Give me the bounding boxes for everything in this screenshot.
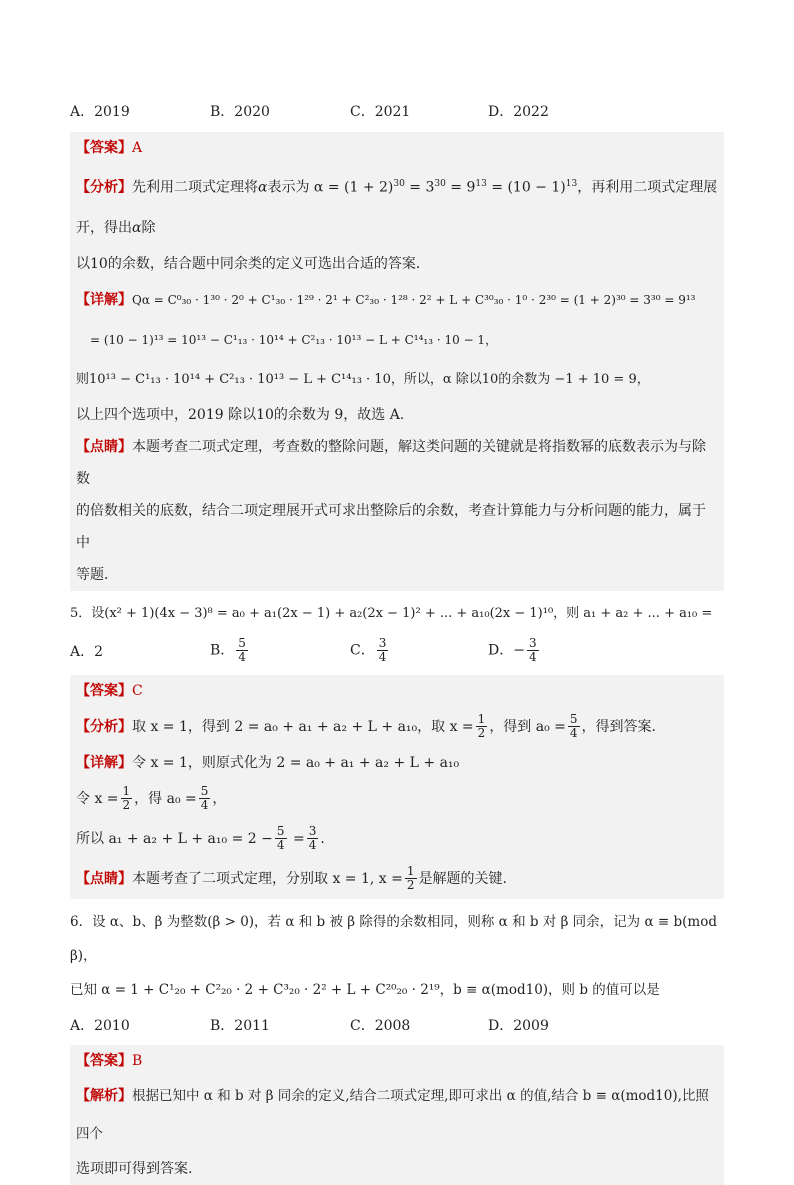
fraction	[568, 713, 580, 740]
q6-option-d: D．2009	[488, 1017, 549, 1034]
comment-tag: 【点睛】	[76, 870, 132, 887]
fraction-denominator: 2	[122, 798, 131, 813]
q5-option-b-label: B．	[210, 642, 235, 659]
fraction	[377, 637, 389, 664]
q4-options	[70, 96, 724, 126]
q5-solution	[70, 675, 724, 899]
fraction	[476, 713, 488, 740]
q6-solution	[70, 1045, 724, 1185]
fraction-denominator: 4	[276, 838, 285, 853]
q5-detail-text: ，得 a₀ =	[134, 790, 197, 807]
q4-comment-line-3: 等题．	[76, 566, 118, 583]
q6-option-b: B．2011	[210, 1017, 270, 1034]
document-page	[70, 96, 724, 1185]
fraction	[199, 785, 211, 812]
fraction-numerator: 1	[477, 712, 486, 727]
q4-option-b: B．2020	[210, 104, 270, 120]
q5-analysis-text: ，得到答案.	[581, 718, 656, 735]
detail-tag: 【详解】	[76, 754, 132, 771]
fraction-denominator: 4	[569, 726, 578, 741]
answer-tag: 【答案】	[76, 682, 132, 699]
alpha-symbol: α	[132, 219, 142, 236]
fraction-denominator: 4	[200, 798, 209, 813]
q5-detail-line-3	[76, 819, 718, 859]
q5-analysis-line	[76, 707, 718, 747]
q4-detail-line-4: 以上四个选项中，2019 除以10的余数为 9，故选 A.	[76, 406, 405, 423]
answer-tag: 【答案】	[76, 1052, 132, 1069]
fraction	[527, 637, 539, 664]
q6-analysis-line-1	[76, 1077, 718, 1153]
fraction	[121, 785, 133, 812]
q4-detail-line-2	[76, 320, 718, 360]
q5-comment-line	[76, 859, 718, 899]
q5-option-d	[488, 637, 541, 664]
q4-option-a: A．2019	[70, 104, 130, 120]
q4-solution	[70, 132, 724, 591]
q4-analysis-line-2: 以10的余数，结合题中同余类的定义可选出合适的答案．	[76, 255, 430, 272]
q6-option-c: C．2008	[350, 1017, 411, 1034]
q5-answer: C	[132, 682, 143, 699]
q4-option-c: C．2021	[350, 104, 411, 120]
fraction-denominator: 2	[406, 878, 415, 893]
fraction-denominator: 4	[528, 650, 537, 665]
q4-detail-formula: = (10 − 1)¹³ = 10¹³ − C¹₁₃ · 10¹⁴ + C²₁₃ · 10¹³ − L + C¹⁴₁₃ · 10 − 1，	[90, 332, 498, 347]
q6-stem-line-2: 已知 α = 1 + C¹₂₀ + C²₂₀ · 2 + C³₂₀ · 2² + L + C²⁰₂₀ · 2¹⁹，b ≡ α(mod10)，则 b 的值可以是	[70, 981, 660, 998]
fraction-numerator: 1	[406, 864, 415, 879]
q6-answer-line	[76, 1045, 718, 1077]
q5-option-c-label: C．	[350, 642, 375, 659]
q5-option-d-label: D．−	[488, 642, 525, 659]
fraction-denominator: 4	[378, 650, 387, 665]
q5-option-c	[350, 637, 488, 664]
q5-detail-text: ，	[212, 790, 227, 807]
fraction-numerator: 5	[276, 824, 285, 839]
q4-analysis-line-1: 【分析】先利用二项式定理将α表示为 $\alpha = (1 + 2)^{30} = 3^{30} = 9^{13} = (10 - 1)^{13}$，再利用二项式定理展开，得出α除	[76, 179, 718, 236]
answer-tag: 【答案】	[76, 140, 132, 156]
q5-option-b	[210, 637, 350, 664]
fraction-denominator: 2	[477, 726, 486, 741]
q5-comment-text: 是解题的关键.	[418, 870, 507, 887]
fraction	[275, 825, 287, 852]
fraction	[307, 825, 319, 852]
q4-analysis-text: 表示为 α = (1 + 2)	[267, 179, 394, 196]
q4-analysis-text: = 3	[404, 179, 435, 196]
q5-analysis-text: 取 x = 1，得到 2 = a₀ + a₁ + a₂ + L + a₁₀，取 x =	[132, 718, 474, 735]
q4-comment-text: 本题考查二项式定理，考查数的整除问题，解这类问题的关键就是将指数幂的底数表示为与除数	[76, 438, 706, 487]
q6-stem-line-1: 6．设 α、b、β 为整数(β > 0)，若 α 和 b 被 β 除得的余数相同，则称 α 和 b 对 β 同余，记为 α ≡ b(mod β)，	[70, 913, 717, 964]
q4-analysis-text: 除	[141, 219, 156, 236]
q5-stem: 5．设(x² + 1)(4x − 3)⁸ = a₀ + a₁(2x − 1) + a₂(2x − 1)² + ... + a₁₀(2x − 1)¹⁰，则 a₁ + a₂ + ... + a₁₀ =	[70, 605, 713, 621]
q5-analysis-text: ，得到 a₀ =	[489, 718, 566, 735]
q5-detail-text: .	[320, 830, 325, 847]
alpha-symbol: α	[258, 179, 268, 196]
fraction-denominator: 4	[308, 838, 317, 853]
q4-answer-line	[76, 132, 718, 164]
q5-detail-text: =	[288, 830, 305, 847]
q5-options	[70, 631, 724, 671]
q4-option-d: D．2022	[488, 104, 549, 120]
fraction-numerator: 3	[528, 636, 537, 651]
analysis-tag: 【解析】	[76, 1087, 132, 1104]
q4-analysis-text: 先利用二项式定理将	[132, 179, 258, 196]
q4-answer: A	[132, 140, 143, 156]
fraction-numerator: 5	[238, 636, 246, 651]
q6-answer: B	[132, 1052, 143, 1069]
q5-comment-text: 本题考查了二项式定理，分别取 x = 1, x =	[132, 870, 403, 887]
analysis-tag: 【分析】	[76, 718, 132, 735]
q4-analysis-text: = (10 − 1)	[486, 179, 566, 196]
comment-tag: 【点睛】	[76, 438, 132, 455]
q5-option-a: A．2	[70, 643, 104, 660]
q4-analysis-text: ，再利用二项式定理展开，得出	[76, 179, 718, 236]
q5-detail-text: 所以 a₁ + a₂ + L + a₁₀ = 2 −	[76, 830, 273, 847]
q5-detail-text: 令 x = 1，则原式化为 2 = a₀ + a₁ + a₂ + L + a₁₀	[132, 754, 460, 771]
fraction-numerator: 3	[308, 824, 317, 839]
analysis-tag: 【分析】	[76, 179, 132, 196]
fraction-numerator: 5	[569, 712, 578, 727]
q4-detail-formula: Qα = C⁰₃₀ · 1³⁰ · 2⁰ + C¹₃₀ · 1²⁹ · 2¹ + C²₃₀ · 1²⁸ · 2² + L + C³⁰₃₀ · 1⁰ · 2³⁰ = (1 + 2)³⁰ = 3³⁰ = 9¹³	[132, 292, 696, 307]
q6-analysis-text: 根据已知中 α 和 b 对 β 同余的定义,结合二项式定理,即可求出 α 的值,结合 b ≡ α(mod10),比照四个	[76, 1087, 709, 1142]
q4-detail-formula: 则10¹³ − C¹₁₃ · 10¹⁴ + C²₁₃ · 10¹³ − L + C¹⁴₁₃ · 10，所以，α 除以10的余数为 −1 + 10 = 9，	[76, 371, 650, 387]
q5-answer-line	[76, 675, 718, 707]
fraction-numerator: 1	[122, 784, 131, 799]
q6-option-a: A．2010	[70, 1017, 130, 1034]
q6-analysis-line-2: 选项即可得到答案.	[76, 1160, 193, 1177]
q4-detail-line-3	[76, 360, 718, 399]
fraction-numerator: 5	[200, 784, 209, 799]
fraction-denominator: 4	[238, 650, 246, 665]
fraction-numerator: 3	[378, 636, 387, 651]
q5-detail-line-1	[76, 747, 718, 779]
q5-detail-line-2	[76, 779, 718, 819]
q6-options	[70, 1007, 724, 1043]
detail-tag: 【详解】	[76, 291, 132, 308]
q4-analysis-text: = 9	[445, 179, 476, 196]
q4-detail-line-1	[76, 280, 718, 320]
fraction	[236, 637, 248, 664]
q4-comment-line-1	[76, 431, 718, 495]
fraction	[405, 865, 417, 892]
q4-comment-line-2: 的倍数相关的底数，结合二项定理展开式可求出整除后的余数，考查计算能力与分析问题的能力，属于中	[76, 502, 706, 551]
q5-detail-text: 令 x =	[76, 790, 119, 807]
